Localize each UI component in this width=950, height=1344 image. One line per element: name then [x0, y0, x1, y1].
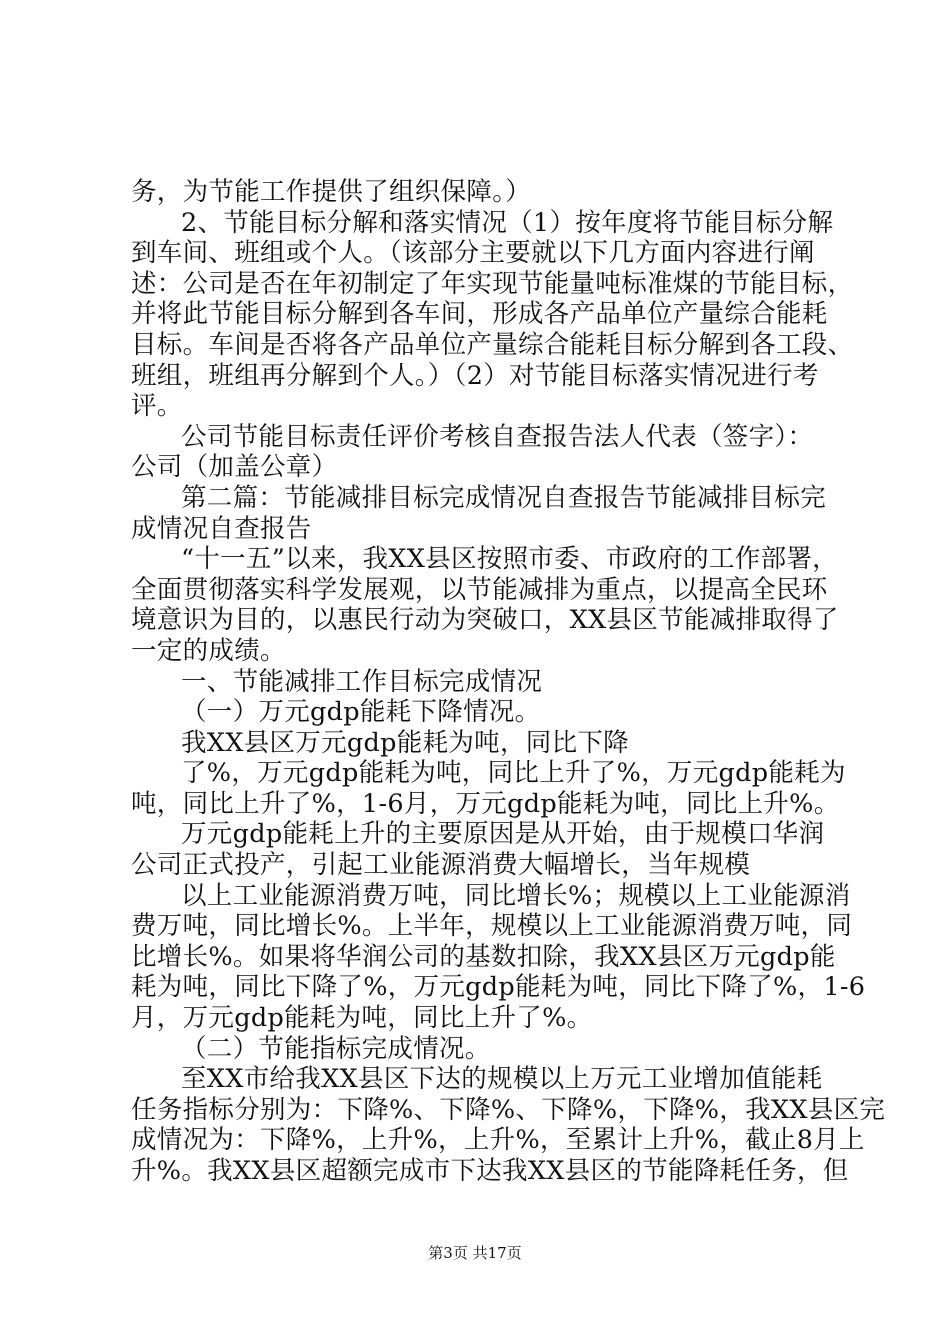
text-line: 2、节能目标分解和落实情况（1）按年度将节能目标分解 — [181, 207, 834, 238]
text-line: 一、节能减排工作目标完成情况 — [181, 666, 543, 697]
text-line: 以上工业能源消费万吨，同比增长%；规模以上工业能源消 — [181, 880, 851, 911]
text-line: 一定的成绩。 — [131, 635, 286, 666]
text-line: 公司（加盖公章） — [131, 452, 338, 483]
text-line: 成情况为：下降%，上升%，上升%，至累计上升%，截止8月上 — [131, 1125, 865, 1156]
text-line: 升%。我XX县区超额完成市下达我XX县区的节能降耗任务，但 — [131, 1156, 849, 1186]
text-line: 至XX市给我XX县区下达的规模以上万元工业增加值能耗 — [181, 1064, 823, 1095]
text-line: 全面贯彻落实科学发展观，以节能减排为重点，以提高全民环 — [131, 574, 828, 605]
text-line: （一）万元gdp能耗下降情况。 — [181, 697, 541, 728]
text-line: 成情况自查报告 — [131, 513, 312, 544]
text-line: 评。 — [131, 391, 183, 422]
text-line: 班组，班组再分解到个人。）（2）对节能目标落实情况进行考 — [131, 360, 819, 391]
text-line: 并将此节能目标分解到各车间，形成各产品单位产量综合能耗 — [131, 299, 828, 330]
text-line: 公司节能目标责任评价考核自查报告法人代表（签字）： — [181, 421, 814, 452]
text-line: 吨，同比上升了%，1-6月，万元gdp能耗为吨，同比上升%。 — [131, 788, 840, 819]
text-line: 述：公司是否在年初制定了年实现节能量吨标准煤的节能目标， — [131, 268, 854, 299]
text-line: （二）节能指标完成情况。 — [181, 1033, 491, 1064]
text-line: 境意识为目的，以惠民行动为突破口，XX县区节能减排取得了 — [131, 605, 839, 636]
text-line: 第二篇：节能减排目标完成情况自查报告节能减排目标完 — [181, 482, 827, 513]
text-line: 到车间、班组或个人。（该部分主要就以下几方面内容进行阐 — [131, 238, 815, 269]
text-line: 费万吨，同比增长%。上半年，规模以上工业能源消费万吨，同 — [131, 911, 853, 942]
document-body — [131, 177, 886, 1187]
page-footer: 第3页 共17页 — [428, 1244, 522, 1262]
text-line: 我XX县区万元gdp能耗为吨，同比下降 — [181, 727, 629, 758]
text-line: “十一五”以来，我XX县区按照市委、市政府的工作部署， — [181, 544, 838, 575]
text-line: 公司正式投产，引起工业能源消费大幅增长，当年规模 — [131, 850, 751, 881]
text-line: 比增长%。如果将华润公司的基数扣除，我XX县区万元gdp能 — [131, 941, 836, 972]
text-line: 万元gdp能耗上升的主要原因是从开始，由于规模口华润 — [181, 819, 825, 850]
text-line: 务，为节能工作提供了组织保障。） — [131, 177, 532, 207]
text-line: 耗为吨，同比下降了%，万元gdp能耗为吨，同比下降了%，1-6 — [131, 972, 866, 1003]
text-line: 了%，万元gdp能耗为吨，同比上升了%，万元gdp能耗为 — [181, 758, 846, 789]
text-line: 目标。车间是否将各产品单位产量综合能耗目标分解到各工段、 — [131, 329, 854, 360]
text-line: 任务指标分别为：下降%、下降%、下降%，下降%，我XX县区完 — [131, 1094, 886, 1125]
text-line: 月，万元gdp能耗为吨，同比上升了%。 — [131, 1003, 593, 1034]
